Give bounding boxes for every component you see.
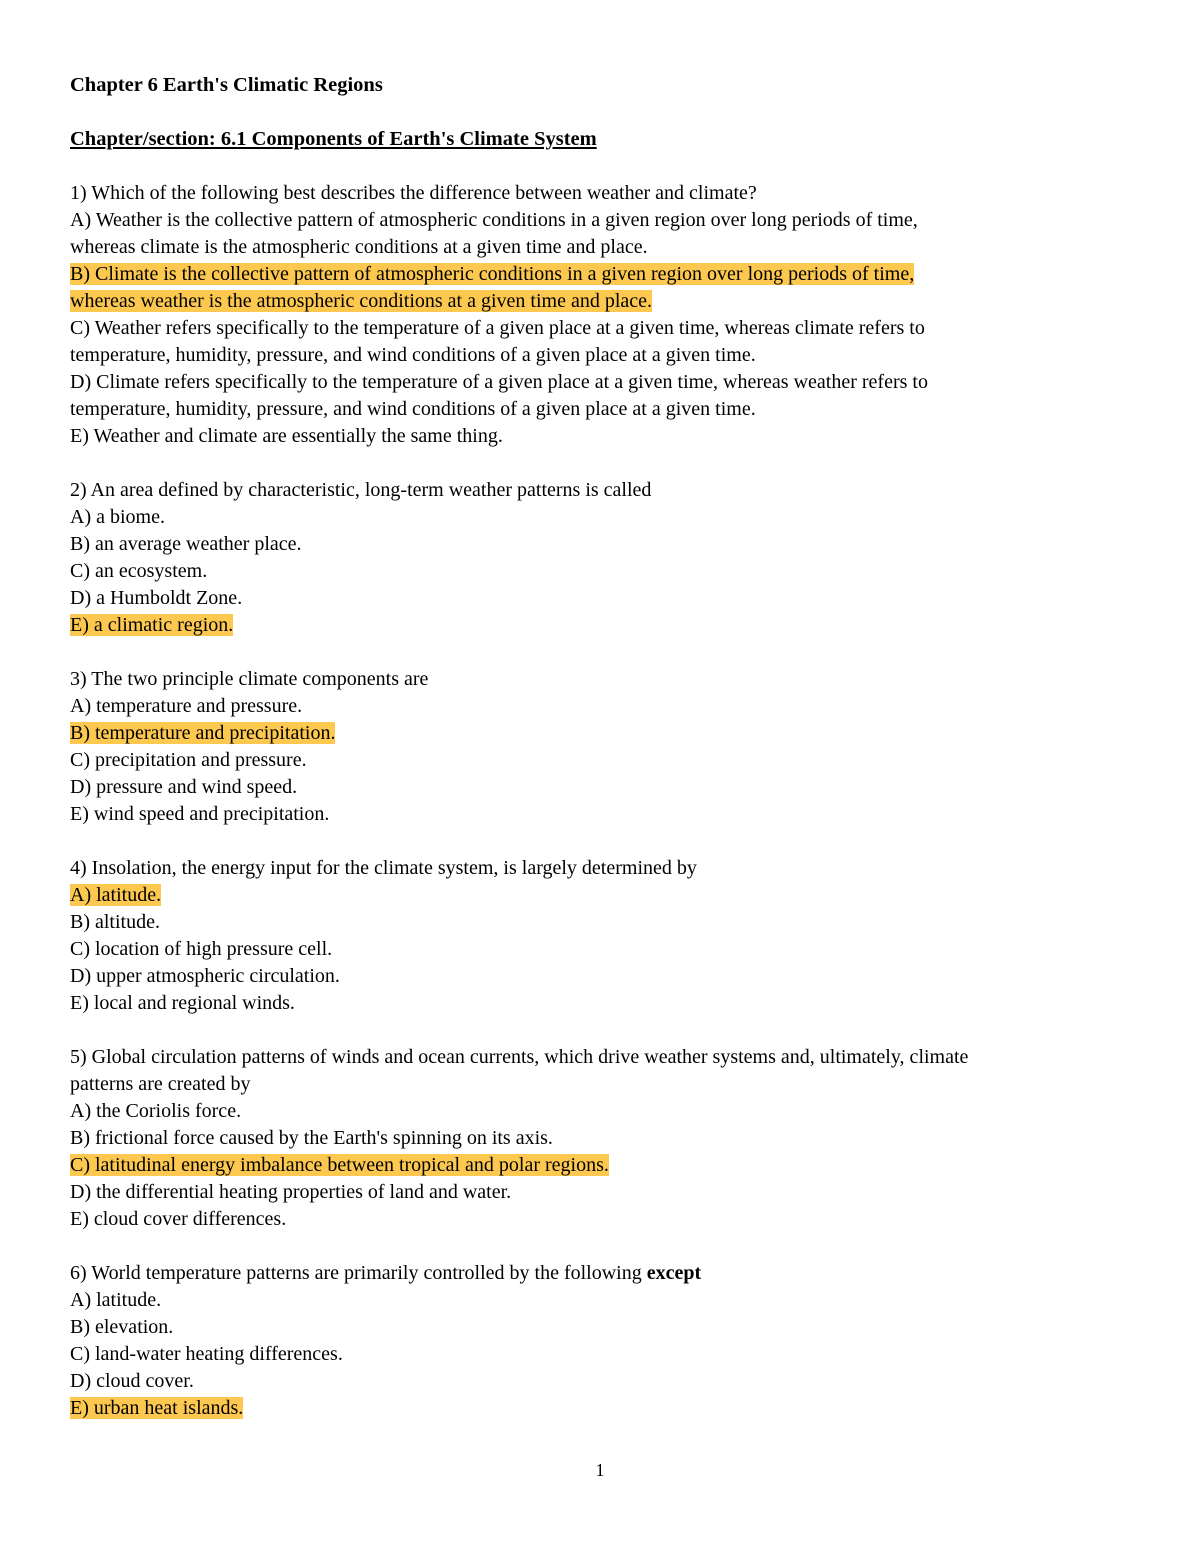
- answer-option-text: A) a biome.: [70, 506, 165, 528]
- answer-option-correct: [70, 882, 1140, 909]
- answer-option: [70, 1368, 1140, 1395]
- answer-option-correct: [70, 1395, 1140, 1422]
- answer-option-correct: [70, 720, 1140, 747]
- page-number: 1: [595, 1460, 605, 1480]
- answer-option-text: E) cloud cover differences.: [70, 1208, 287, 1230]
- answer-option: [70, 693, 1140, 720]
- answer-option: [70, 234, 1140, 261]
- answer-option: [70, 1179, 1140, 1206]
- question-emphasis: except: [646, 1262, 702, 1284]
- answer-option-text: A) latitude.: [70, 884, 162, 906]
- answer-option-correct: [70, 261, 1140, 288]
- question-stem-text: 2) An area defined by characteristic, long-term weather patterns is called: [70, 479, 652, 501]
- answer-option: [70, 1125, 1140, 1152]
- question-stem: [70, 855, 1140, 882]
- answer-option: [70, 909, 1140, 936]
- answer-option-text: B) frictional force caused by the Earth's spinning on its axis.: [70, 1127, 553, 1149]
- question-stem-text: 6) World temperature patterns are primarily controlled by the following: [70, 1262, 647, 1284]
- question-stem: [70, 1071, 1140, 1098]
- answer-option: [70, 1098, 1140, 1125]
- answer-option-correct: [70, 288, 1140, 315]
- answer-option: [70, 990, 1140, 1017]
- answer-option-correct: [70, 612, 1140, 639]
- question-stem: [70, 477, 1140, 504]
- answer-option-text: D) cloud cover.: [70, 1370, 194, 1392]
- answer-option: [70, 1314, 1140, 1341]
- answer-option: [70, 1287, 1140, 1314]
- answer-option-text: whereas weather is the atmospheric conditions at a given time and place.: [70, 290, 653, 312]
- question-stem-text: 3) The two principle climate components are: [70, 668, 429, 690]
- answer-option-correct: [70, 1152, 1140, 1179]
- answer-option-text: B) Climate is the collective pattern of atmospheric conditions in a given region over long periods of time,: [70, 263, 915, 285]
- answer-option-text: C) an ecosystem.: [70, 560, 208, 582]
- question-stem: [70, 180, 1140, 207]
- question-stem-text: 1) Which of the following best describes the difference between weather and climate?: [70, 182, 757, 204]
- answer-option: [70, 747, 1140, 774]
- answer-option: [70, 963, 1140, 990]
- answer-option-text: B) elevation.: [70, 1316, 174, 1338]
- answer-option: [70, 1341, 1140, 1368]
- answer-option: [70, 504, 1140, 531]
- question-4: [70, 855, 1140, 1017]
- chapter-title: Chapter 6 Earth's Climatic Regions: [70, 74, 383, 96]
- answer-option-text: E) urban heat islands.: [70, 1397, 244, 1419]
- answer-option-text: A) temperature and pressure.: [70, 695, 303, 717]
- question-6: [70, 1260, 1140, 1422]
- answer-option: [70, 1206, 1140, 1233]
- answer-option: [70, 342, 1140, 369]
- answer-option: [70, 558, 1140, 585]
- answer-option-text: E) Weather and climate are essentially the same thing.: [70, 425, 503, 447]
- answer-option-text: D) pressure and wind speed.: [70, 776, 298, 798]
- question-stem-text: patterns are created by: [70, 1073, 251, 1095]
- answer-option-text: A) the Coriolis force.: [70, 1100, 242, 1122]
- answer-option: [70, 774, 1140, 801]
- answer-option-text: B) temperature and precipitation.: [70, 722, 336, 744]
- answer-option-text: E) wind speed and precipitation.: [70, 803, 330, 825]
- answer-option-text: A) latitude.: [70, 1289, 162, 1311]
- answer-option-text: C) land-water heating differences.: [70, 1343, 343, 1365]
- answer-option-text: E) a climatic region.: [70, 614, 234, 636]
- answer-option: [70, 369, 1140, 396]
- answer-option: [70, 531, 1140, 558]
- answer-option-text: B) altitude.: [70, 911, 160, 933]
- question-stem: [70, 1260, 1140, 1287]
- answer-option: [70, 936, 1140, 963]
- answer-option: [70, 207, 1140, 234]
- answer-option: [70, 801, 1140, 828]
- answer-option-text: temperature, humidity, pressure, and wind conditions of a given place at a given time.: [70, 344, 756, 366]
- question-stem: [70, 666, 1140, 693]
- question-1: [70, 180, 1140, 450]
- answer-option-text: C) Weather refers specifically to the temperature of a given place at a given time, whereas climate refers to: [70, 317, 925, 339]
- question-stem-text: 5) Global circulation patterns of winds and ocean currents, which drive weather systems and, ultimately, climate: [70, 1046, 969, 1068]
- answer-option-text: A) Weather is the collective pattern of atmospheric conditions in a given region over long periods of time,: [70, 209, 918, 231]
- answer-option: [70, 396, 1140, 423]
- answer-option-text: D) the differential heating properties of land and water.: [70, 1181, 512, 1203]
- answer-option-text: C) latitudinal energy imbalance between tropical and polar regions.: [70, 1154, 609, 1176]
- question-5: [70, 1044, 1140, 1233]
- question-3: [70, 666, 1140, 828]
- answer-option: [70, 315, 1140, 342]
- answer-option: [70, 585, 1140, 612]
- answer-option-text: whereas climate is the atmospheric conditions at a given time and place.: [70, 236, 648, 258]
- question-list: [70, 180, 1140, 1422]
- answer-option-text: C) location of high pressure cell.: [70, 938, 333, 960]
- question-stem: [70, 1044, 1140, 1071]
- answer-option-text: temperature, humidity, pressure, and wind conditions of a given place at a given time.: [70, 398, 756, 420]
- document-page: [70, 72, 1140, 1422]
- answer-option-text: C) precipitation and pressure.: [70, 749, 307, 771]
- answer-option: [70, 423, 1140, 450]
- answer-option-text: E) local and regional winds.: [70, 992, 295, 1014]
- question-stem-text: 4) Insolation, the energy input for the climate system, is largely determined by: [70, 857, 697, 879]
- answer-option-text: D) Climate refers specifically to the temperature of a given place at a given time, whereas weather refers to: [70, 371, 928, 393]
- answer-option-text: D) a Humboldt Zone.: [70, 587, 243, 609]
- question-2: [70, 477, 1140, 639]
- section-title: Chapter/section: 6.1 Components of Earth's Climate System: [70, 128, 597, 150]
- answer-option-text: B) an average weather place.: [70, 533, 302, 555]
- answer-option-text: D) upper atmospheric circulation.: [70, 965, 340, 987]
